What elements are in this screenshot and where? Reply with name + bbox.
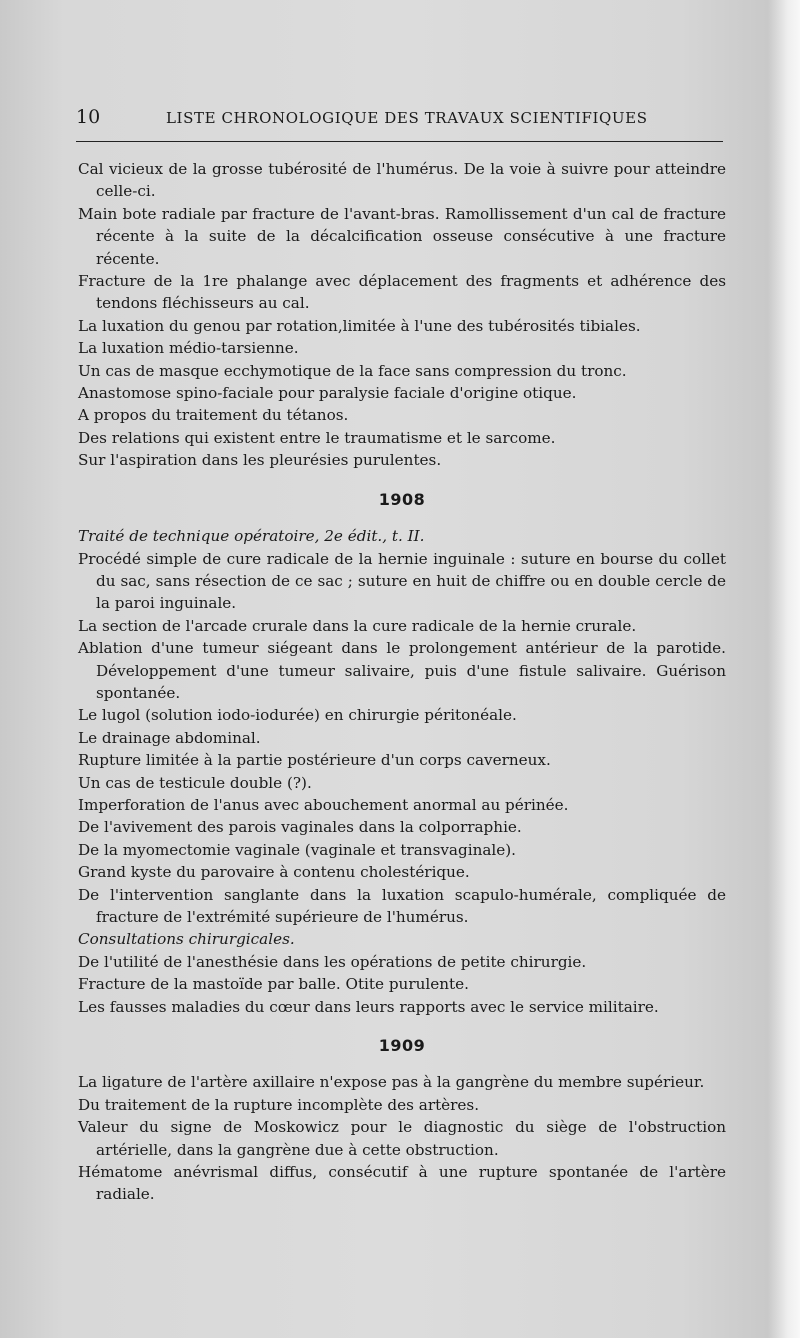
- list-item: Rupture limitée à la partie postérieure d'un corps caverneux.: [78, 751, 551, 770]
- list-item: Fracture de la mastoïde par balle. Otite purulente.: [78, 975, 469, 994]
- list-item-book-title: Traité de technique opératoire, 2e édit., t. II.: [78, 527, 425, 546]
- list-item: Les fausses maladies du cœur dans leurs rapports avec le service militaire.: [78, 997, 659, 1016]
- page-number: 10: [76, 106, 101, 128]
- running-title: LISTE CHRONOLOGIQUE DES TRAVAUX SCIENTIFIQUES: [166, 109, 648, 127]
- list-item: La ligature de l'artère axillaire n'expose pas à la gangrène du membre supérieur.: [78, 1073, 705, 1092]
- page-header: [76, 106, 726, 134]
- list-item: A propos du traitement du tétanos.: [78, 406, 349, 425]
- publication-list: [78, 158, 726, 1206]
- list-item: Grand kyste du parovaire à contenu cholestérique.: [78, 863, 470, 882]
- list-item: De l'intervention sanglante dans la luxation scapulo-humérale, compliquée de fracture de l'extrémité supérieure de l'humérus.: [78, 885, 726, 926]
- list-item: Ablation d'une tumeur siégeant dans le prolongement antérieur de la parotide. Développement d'une tumeur salivaire, puis d'une fistule salivaire. Guérison spontanée.: [78, 639, 726, 702]
- list-item: La luxation du genou par rotation,limitée à l'une des tubérosités tibiales.: [78, 316, 641, 335]
- entries-1908: [78, 525, 726, 1018]
- list-item: Imperforation de l'anus avec abouchement anormal au périnée.: [78, 795, 569, 814]
- list-item: Fracture de la 1re phalange avec déplacement des fragments et adhérence des tendons fléchisseurs au cal.: [78, 272, 726, 313]
- list-item: Un cas de testicule double (?).: [78, 773, 312, 792]
- list-item: Procédé simple de cure radicale de la hernie inguinale : suture en bourse du collet du sac, sans résection de ce sac ; suture en huit de chiffre ou en double cercle de la paroi inguinale.: [78, 549, 726, 613]
- list-item-book-title: Consultations chirurgicales.: [78, 930, 295, 949]
- entries-1909: [78, 1071, 726, 1205]
- list-item: La luxation médio-tarsienne.: [78, 339, 299, 358]
- list-item: Cal vicieux de la grosse tubérosité de l'humérus. De la voie à suivre pour atteindre celle-ci.: [78, 160, 726, 201]
- list-item: La section de l'arcade crurale dans la cure radicale de la hernie crurale.: [78, 616, 637, 635]
- list-item: Main bote radiale par fracture de l'avant-bras. Ramollissement d'un cal de fracture récente à la suite de la décalcification osseuse consécutive à une fracture récente.: [78, 204, 726, 268]
- page-edge: [768, 0, 800, 1338]
- header-rule: [76, 141, 723, 142]
- list-item: De l'avivement des parois vaginales dans la colporraphie.: [78, 818, 522, 837]
- year-heading-1909: 1909: [378, 1036, 426, 1056]
- list-item: Anastomose spino-faciale pour paralysie faciale d'origine otique.: [78, 384, 577, 403]
- list-item: Du traitement de la rupture incomplète des artères.: [78, 1095, 480, 1114]
- list-item: De l'utilité de l'anesthésie dans les opérations de petite chirurgie.: [78, 952, 587, 971]
- list-item: Le lugol (solution iodo-iodurée) en chirurgie péritonéale.: [78, 706, 517, 725]
- list-item: Hématome anévrismal diffus, consécutif à une rupture spontanée de l'artère radiale.: [78, 1163, 726, 1204]
- entries-top: [78, 158, 726, 472]
- list-item: Des relations qui existent entre le traumatisme et le sarcome.: [78, 428, 556, 447]
- list-item: Valeur du signe de Moskowicz pour le diagnostic du siège de l'obstruction artérielle, dans la gangrène due à cette obstruction.: [78, 1118, 726, 1159]
- list-item: Un cas de masque ecchymotique de la face sans compression du tronc.: [78, 361, 627, 380]
- list-item: De la myomectomie vaginale (vaginale et transvaginale).: [78, 840, 517, 859]
- year-heading-1908: 1908: [378, 489, 426, 509]
- list-item: Le drainage abdominal.: [78, 728, 261, 747]
- list-item: Sur l'aspiration dans les pleurésies purulentes.: [78, 451, 442, 470]
